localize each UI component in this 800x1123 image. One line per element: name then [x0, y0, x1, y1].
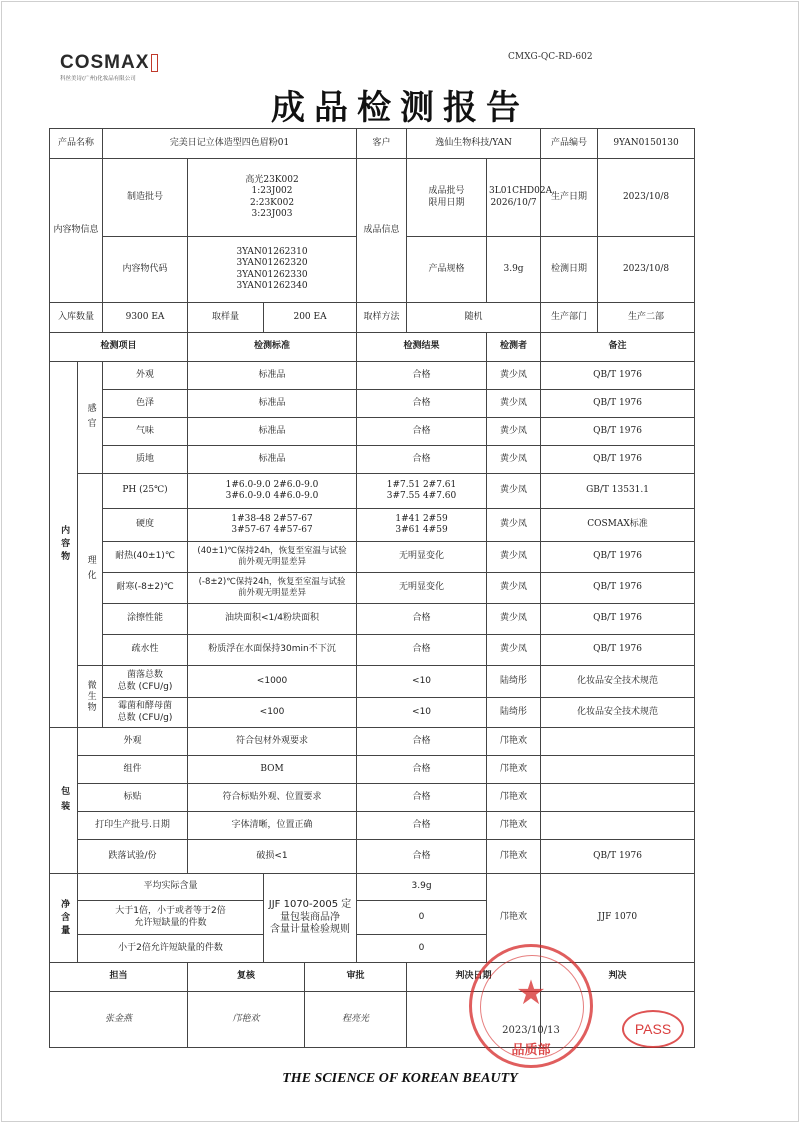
group-packaging: 包装	[50, 728, 78, 874]
report-title: 成品检测报告	[271, 88, 529, 128]
item-cell: 气味	[103, 418, 188, 446]
remark-cell: COSMAX标准	[541, 509, 695, 542]
spec-label: 产品规格	[407, 237, 487, 303]
table-row	[50, 666, 695, 698]
item-cell: 外观	[103, 362, 188, 390]
table-row	[50, 784, 695, 812]
signature-approve: 程亮光	[305, 992, 407, 1048]
signoff-row	[50, 992, 695, 1048]
table-row	[50, 698, 695, 728]
remark-cell: QB/T 1976	[541, 418, 695, 446]
table-row	[50, 573, 695, 604]
document-number: CMXG-QC-RD-602	[508, 52, 593, 62]
standard-cell: 符合标贴外观、位置要求	[188, 784, 357, 812]
inspector-cell: 黄少凤	[487, 542, 541, 573]
remark-cell: QB/T 1976	[541, 390, 695, 418]
test-date-label: 检测日期	[541, 237, 598, 303]
item-cell: 平均实际含量	[78, 874, 264, 901]
company-logo	[60, 52, 158, 82]
standard-cell: 1#38-48 2#57-67 3#57-67 4#57-67	[188, 509, 357, 542]
inspector-cell: 黄少凤	[487, 474, 541, 509]
group-content: 内容物	[50, 362, 78, 728]
item-cell: 硬度	[103, 509, 188, 542]
remark-cell: QB/T 1976	[541, 542, 695, 573]
signoff-label-owner: 担当	[50, 963, 188, 992]
standard-cell: (-8±2)℃保持24h，恢复至室温与试验 前外观无明显差异	[188, 573, 357, 604]
inspector-cell: 黄少凤	[487, 573, 541, 604]
result-cell: <10	[357, 666, 487, 698]
result-cell: 合格	[357, 418, 487, 446]
result-cell: 0	[357, 901, 487, 935]
item-cell: 外观	[78, 728, 188, 756]
group-sensory: 感官	[78, 362, 103, 474]
table-row	[50, 542, 695, 573]
item-cell: 涂擦性能	[103, 604, 188, 635]
item-cell: 质地	[103, 446, 188, 474]
sample-qty-label: 取样量	[188, 303, 264, 333]
product-code-value: 9YAN0150130	[598, 129, 695, 159]
test-date-value: 2023/10/8	[598, 237, 695, 303]
brand-name: COSMAX	[60, 52, 150, 73]
signoff-header-row	[50, 963, 695, 992]
item-cell: 菌落总数 总数 (CFU/g)	[103, 666, 188, 698]
spec-value: 3.9g	[487, 237, 541, 303]
inspector-cell: 邝艳欢	[487, 756, 541, 784]
standard-cell: 标准品	[188, 446, 357, 474]
remark-cell: QB/T 1976	[541, 362, 695, 390]
result-cell: 无明显变化	[357, 542, 487, 573]
signoff-label-verdict: 判决	[541, 963, 695, 992]
item-cell: 小于2倍允许短缺量的件数	[78, 935, 264, 963]
inspector-cell: 陆绮彤	[487, 666, 541, 698]
content-code-value: 3YAN01262310 3YAN01262320 3YAN01262330 3YAN01262340	[188, 237, 357, 303]
item-cell: 跌落试验/份	[78, 840, 188, 874]
remark-cell: QB/T 1976	[541, 573, 695, 604]
net-standard-cell: JJF 1070-2005 定量包装商品净 含量计量检验规则	[264, 874, 357, 963]
finished-batch-value: 3L01CHD02A 2026/10/7	[487, 159, 541, 237]
table-row	[50, 604, 695, 635]
standard-cell: <100	[188, 698, 357, 728]
seal-department: 品质部	[511, 1043, 551, 1058]
group-net: 净含量	[50, 874, 78, 963]
finished-info-label: 成品信息	[357, 159, 407, 303]
inspector-cell: 黄少凤	[487, 390, 541, 418]
result-cell: 合格	[357, 840, 487, 874]
stock-label: 入库数量	[50, 303, 103, 333]
standard-cell: 粉质浮在水面保持30min不下沉	[188, 635, 357, 666]
customer-label: 客户	[357, 129, 407, 159]
item-cell: 霉菌和酵母菌 总数 (CFU/g)	[103, 698, 188, 728]
dept-value: 生产二部	[598, 303, 695, 333]
batch-label: 制造批号	[103, 159, 188, 237]
finished-batch-label: 成品批号 限用日期	[407, 159, 487, 237]
net-remark-cell: JJF 1070	[541, 874, 695, 963]
result-cell: 1#41 2#59 3#61 4#59	[357, 509, 487, 542]
info-row-batch	[50, 159, 695, 237]
signoff-label-date: 判决日期	[407, 963, 541, 992]
standard-cell: 标准品	[188, 362, 357, 390]
customer-value: 逸仙生物科技/YAN	[407, 129, 541, 159]
signoff-label-review: 复核	[188, 963, 305, 992]
column-header-row	[50, 333, 695, 362]
table-row	[50, 474, 695, 509]
standard-cell: 字体清晰，位置正确	[188, 812, 357, 840]
item-cell: PH (25℃)	[103, 474, 188, 509]
inspector-cell: 邝艳欢	[487, 784, 541, 812]
remark-cell	[541, 784, 695, 812]
col-remark: 备注	[541, 333, 695, 362]
remark-cell: QB/T 1976	[541, 604, 695, 635]
inspector-cell: 黄少凤	[487, 446, 541, 474]
item-cell: 组件	[78, 756, 188, 784]
item-cell: 耐热(40±1)℃	[103, 542, 188, 573]
item-cell: 色泽	[103, 390, 188, 418]
product-code-label: 产品编号	[541, 129, 598, 159]
table-row	[50, 812, 695, 840]
remark-cell: QB/T 1976	[541, 446, 695, 474]
content-info-label: 内容物信息	[50, 159, 103, 303]
table-row	[50, 362, 695, 390]
inspector-cell: 黄少凤	[487, 604, 541, 635]
standard-cell: 标准品	[188, 418, 357, 446]
inspector-cell: 邝艳欢	[487, 728, 541, 756]
brand-subtitle: 科丝美诗(广州)化妆品有限公司	[60, 76, 136, 82]
signoff-label-approve: 审批	[305, 963, 407, 992]
remark-cell	[541, 728, 695, 756]
remark-cell	[541, 756, 695, 784]
table-row	[50, 446, 695, 474]
remark-cell: QB/T 1976	[541, 840, 695, 874]
result-cell: 合格	[357, 362, 487, 390]
result-cell: 合格	[357, 604, 487, 635]
standard-cell: 符合包材外观要求	[188, 728, 357, 756]
result-cell: 合格	[357, 784, 487, 812]
result-cell: 3.9g	[357, 874, 487, 901]
col-inspector: 检测者	[487, 333, 541, 362]
table-row	[50, 756, 695, 784]
standard-cell: 油块面积<1/4粉块面积	[188, 604, 357, 635]
remark-cell: GB/T 13531.1	[541, 474, 695, 509]
table-row	[50, 418, 695, 446]
standard-cell: 破损<1	[188, 840, 357, 874]
seal-star-icon: ★	[515, 973, 547, 1013]
result-cell: 1#7.51 2#7.61 3#7.55 4#7.60	[357, 474, 487, 509]
report-table	[49, 128, 695, 1048]
signature-review: 邝艳欢	[188, 992, 305, 1048]
signature-owner: 张金燕	[50, 992, 188, 1048]
col-item: 检测项目	[50, 333, 188, 362]
remark-cell: 化妆品安全技术规范	[541, 698, 695, 728]
result-cell: 无明显变化	[357, 573, 487, 604]
col-standard: 检测标准	[188, 333, 357, 362]
inspector-cell: 陆绮彤	[487, 698, 541, 728]
prod-date-value: 2023/10/8	[598, 159, 695, 237]
content-code-label: 内容物代码	[103, 237, 188, 303]
result-cell: 合格	[357, 756, 487, 784]
result-cell: 合格	[357, 635, 487, 666]
result-cell: 合格	[357, 390, 487, 418]
group-physchem: 理化	[78, 474, 103, 666]
inspector-cell: 黄少凤	[487, 635, 541, 666]
prod-date-label: 生产日期	[541, 159, 598, 237]
item-cell: 疏水性	[103, 635, 188, 666]
result-cell: 合格	[357, 812, 487, 840]
item-cell: 大于1倍，小于或者等于2倍 允许短缺量的件数	[78, 901, 264, 935]
inspector-cell: 黄少凤	[487, 509, 541, 542]
remark-cell: QB/T 1976	[541, 635, 695, 666]
info-row-stock	[50, 303, 695, 333]
table-row	[50, 390, 695, 418]
info-row-product	[50, 129, 695, 159]
item-cell: 打印生产批号.日期	[78, 812, 188, 840]
product-name-label: 产品名称	[50, 129, 103, 159]
table-row	[50, 874, 695, 901]
sample-method-value: 随机	[407, 303, 541, 333]
standard-cell: <1000	[188, 666, 357, 698]
sample-qty-value: 200 EA	[264, 303, 357, 333]
stock-value: 9300 EA	[103, 303, 188, 333]
table-row	[50, 635, 695, 666]
inspector-cell: 邝艳欢	[487, 840, 541, 874]
product-name-value: 完美日记立体造型四色眉粉01	[103, 129, 357, 159]
table-row	[50, 840, 695, 874]
col-result: 检测结果	[357, 333, 487, 362]
brand-badge-icon	[151, 54, 158, 72]
standard-cell: BOM	[188, 756, 357, 784]
inspector-cell: 黄少凤	[487, 418, 541, 446]
standard-cell: 1#6.0-9.0 2#6.0-9.0 3#6.0-9.0 4#6.0-9.0	[188, 474, 357, 509]
remark-cell	[541, 812, 695, 840]
standard-cell: (40±1)℃保持24h，恢复至室温与试验 前外观无明显差异	[188, 542, 357, 573]
footer-slogan: THE SCIENCE OF KOREAN BEAUTY	[282, 1071, 518, 1086]
result-cell: 合格	[357, 728, 487, 756]
result-cell: <10	[357, 698, 487, 728]
inspector-cell: 黄少凤	[487, 362, 541, 390]
result-cell: 合格	[357, 446, 487, 474]
group-micro: 微生物	[78, 666, 103, 728]
sample-method-label: 取样方法	[357, 303, 407, 333]
net-inspector-cell: 邝艳欢	[487, 874, 541, 963]
item-cell: 标贴	[78, 784, 188, 812]
standard-cell: 标准品	[188, 390, 357, 418]
quality-dept-seal	[469, 944, 593, 1068]
inspector-cell: 邝艳欢	[487, 812, 541, 840]
result-cell: 0	[357, 935, 487, 963]
table-row	[50, 728, 695, 756]
pass-stamp: PASS	[622, 1010, 684, 1048]
item-cell: 耐寒(-8±2)℃	[103, 573, 188, 604]
batch-value: 高光23K002 1:23J002 2:23K002 3:23J003	[188, 159, 357, 237]
dept-label: 生产部门	[541, 303, 598, 333]
remark-cell: 化妆品安全技术规范	[541, 666, 695, 698]
table-row	[50, 509, 695, 542]
verdict-date: 2023/10/13	[502, 1025, 560, 1036]
